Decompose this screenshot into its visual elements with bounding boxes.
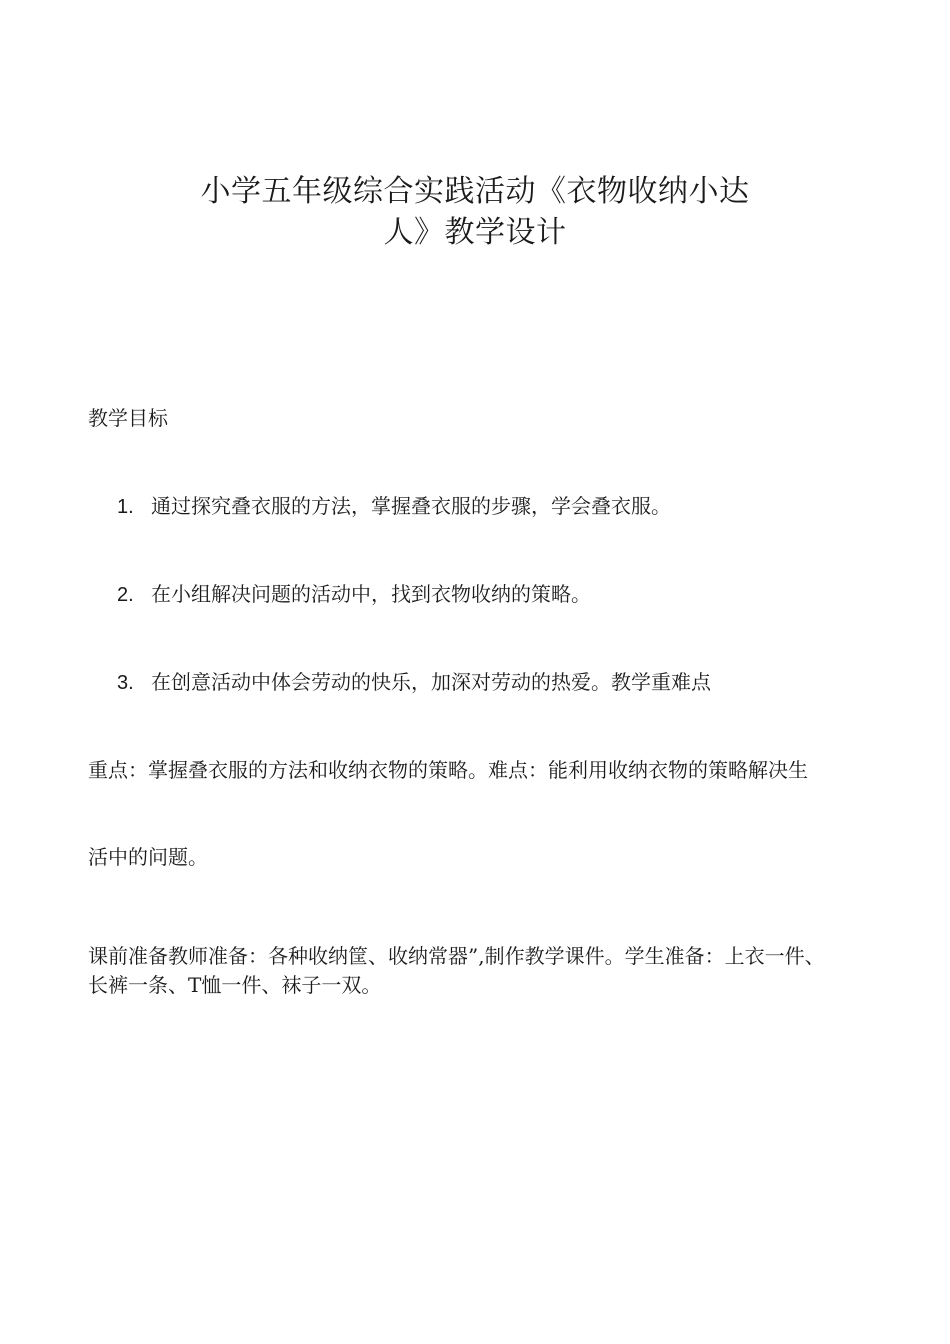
objective-item-1 <box>117 492 671 521</box>
key-points-line-2: 活中的问题。 <box>88 845 208 869</box>
document-title-line-1: 小学五年级综合实践活动《衣物收纳小达 <box>200 174 750 209</box>
objectives-heading: 教学目标 <box>88 406 168 430</box>
preparation-line-1: 课前准备教师准备：各种收纳筐、收纳常器”,制作教学课件。学生准备：上衣一件、 <box>88 944 825 968</box>
objective-number-3: 3. <box>117 672 134 694</box>
objective-item-3 <box>117 668 711 697</box>
objective-number-1: 1. <box>117 496 134 518</box>
key-points-line-1: 重点：掌握叠衣服的方法和收纳衣物的策略。难点：能利用收纳衣物的策略解决生 <box>88 758 808 782</box>
objective-text-1: 通过探究叠衣服的方法，掌握叠衣服的步骤，学会叠衣服。 <box>151 494 671 518</box>
objective-text-2: 在小组解决问题的活动中，找到衣物收纳的策略。 <box>151 582 591 606</box>
objective-item-2 <box>117 580 591 609</box>
objective-text-3: 在创意活动中体会劳动的快乐，加深对劳动的热爱。教学重难点 <box>151 670 711 694</box>
preparation-line-2: 长裤一条、T恤一件、袜子一双。 <box>88 973 382 997</box>
document-title-line-2: 人》教学设计 <box>383 215 567 250</box>
objective-number-2: 2. <box>117 584 134 606</box>
